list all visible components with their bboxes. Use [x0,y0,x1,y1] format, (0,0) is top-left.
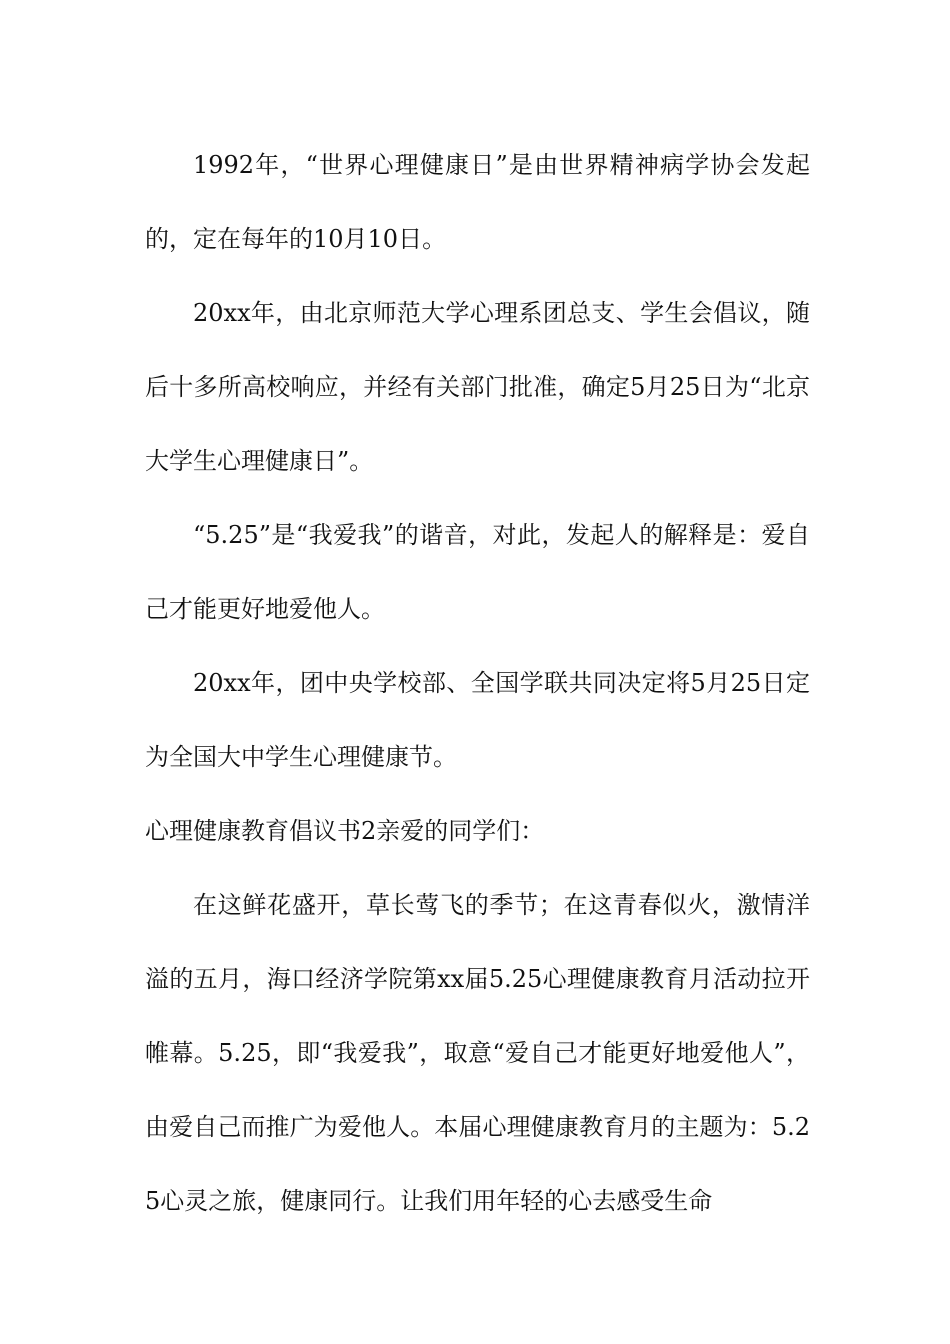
paragraph-3: “5.25”是“我爱我”的谐音，对此，发起人的解释是：爱自己才能更好地爱他人。 [145,521,810,623]
paragraph-2: 20xx年，由北京师范大学心理系团总支、学生会倡议，随后十多所高校响应，并经有关部门批准，确定5月25日为“北京大学生心理健康日”。 [145,299,810,475]
paragraph-1: 1992年，“世界心理健康日”是由世界精神病学协会发起的，定在每年的10月10日。 [145,151,810,253]
section-heading: 心理健康教育倡议书2亲爱的同学们： [145,817,545,845]
paragraph-4: 20xx年，团中央学校部、全国学联共同决定将5月25日定为全国大中学生心理健康节。 [145,669,810,771]
document-body [145,128,810,1238]
paragraph-5: 在这鲜花盛开，草长莺飞的季节；在这青春似火，激情洋溢的五月，海口经济学院第xx届5.25心理健康教育月活动拉开帷幕。5.25，即“我爱我”，取意“爱自己才能更好地爱他人”，由爱自己而推广为爱他人。本届心理健康教育月的主题为：5.25心灵之旅，健康同行。让我们用年轻的心去感受生命 [145,891,810,1215]
